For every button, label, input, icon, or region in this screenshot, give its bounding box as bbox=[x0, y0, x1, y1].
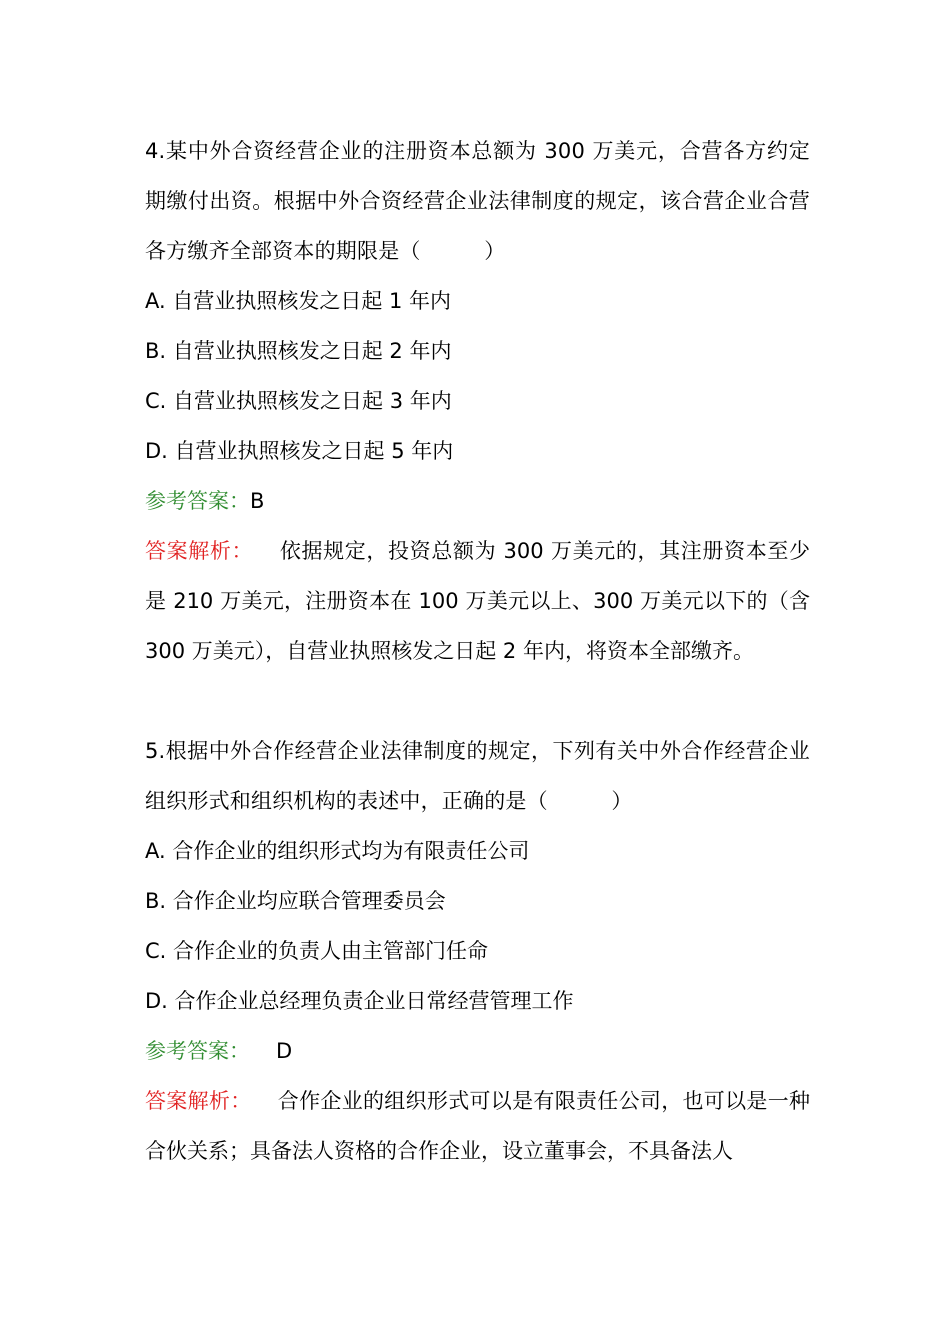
question-4-analysis bbox=[145, 526, 810, 676]
question-4-text: 4.某中外合资经营企业的注册资本总额为 300 万美元，合营各方约定期缴付出资。根据中外合资经营企业法律制度的规定，该合营企业合营各方缴齐全部资本的期限是（ ） bbox=[145, 139, 810, 263]
question-4-option-c: C. 自营业执照核发之日起 3 年内 bbox=[145, 389, 452, 413]
analysis-text: 合作企业的组织形式可以是有限责任公司，也可以是一种合伙关系；具备法人资格的合作企业，设立董事会，不具备法人 bbox=[145, 1089, 810, 1163]
document-content bbox=[145, 126, 810, 1176]
question-5-option-a: A. 合作企业的组织形式均为有限责任公司 bbox=[145, 839, 530, 863]
answer-value: D bbox=[276, 1039, 293, 1063]
question-spacer bbox=[145, 676, 810, 726]
question-5-text: 5.根据中外合作经营企业法律制度的规定，下列有关中外合作经营企业组织形式和组织机构的表述中，正确的是（ ） bbox=[145, 739, 810, 813]
question-5-answer bbox=[145, 1026, 810, 1076]
answer-value: B bbox=[250, 489, 265, 513]
question-4-option-a: A. 自营业执照核发之日起 1 年内 bbox=[145, 289, 452, 313]
analysis-text: 依据规定，投资总额为 300 万美元的，其注册资本至少是 210 万美元，注册资本在 100 万美元以上、300 万美元以下的（含 300 万美元），自营业执照核发之日起 2 年内，将资本全部缴齐。 bbox=[145, 539, 810, 663]
analysis-label: 答案解析： bbox=[145, 1089, 252, 1113]
question-4-answer bbox=[145, 476, 810, 526]
question-5-option-d: D. 合作企业总经理负责企业日常经营管理工作 bbox=[145, 989, 574, 1013]
question-5-option-c: C. 合作企业的负责人由主管部门任命 bbox=[145, 939, 489, 963]
question-4-option-b: B. 自营业执照核发之日起 2 年内 bbox=[145, 339, 452, 363]
answer-label: 参考答案： bbox=[145, 489, 250, 513]
question-5-analysis bbox=[145, 1076, 810, 1176]
analysis-label: 答案解析： bbox=[145, 539, 254, 563]
question-5-option-b: B. 合作企业均应联合管理委员会 bbox=[145, 889, 446, 913]
question-4-option-d: D. 自营业执照核发之日起 5 年内 bbox=[145, 439, 454, 463]
answer-label: 参考答案： bbox=[145, 1039, 250, 1063]
